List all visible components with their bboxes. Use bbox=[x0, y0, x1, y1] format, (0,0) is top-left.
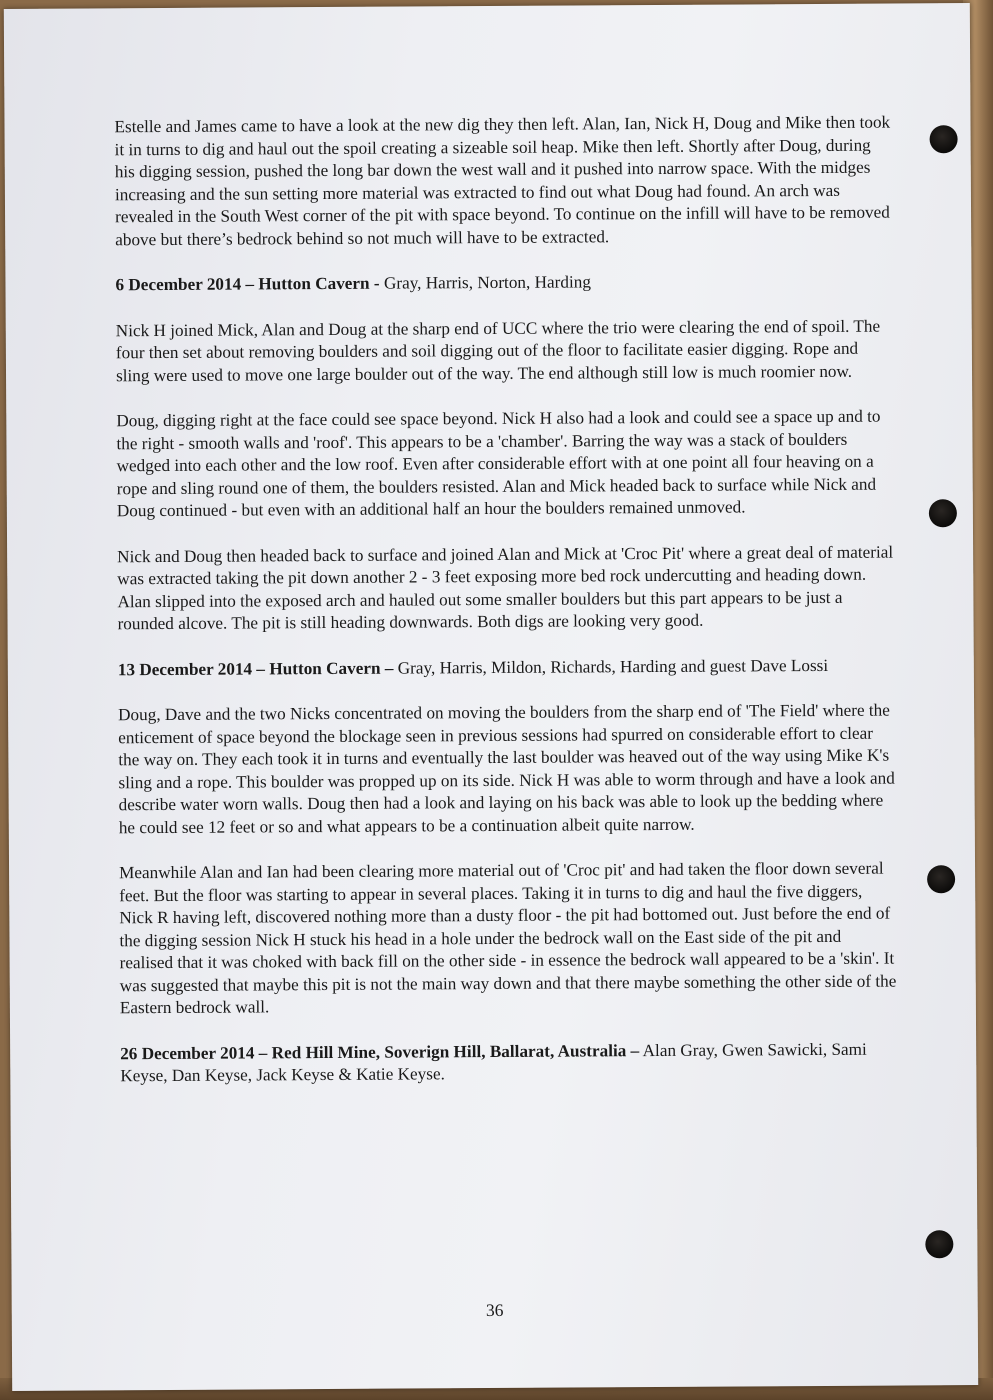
entry-attendees: Gray, Harris, Mildon, Richards, Harding and guest Dave Lossi bbox=[393, 655, 829, 678]
entry-heading-2 bbox=[118, 654, 896, 681]
entry-heading-3 bbox=[120, 1038, 898, 1088]
document-page bbox=[4, 3, 978, 1391]
entry-paragraph: Doug, Dave and the two Nicks concentrated on moving the boulders from the sharp end of 'The Field' where the enticement of space beyond the blockage seen in previous sessions had spurred on considerable effort to clear the way on. They each took it in turns and eventually the last boulder was heaved out of the way using Mike K's sling and a rope. This boulder was propped up on its side. Nick H was able to worm through and have a look and describe water worn walls. Doug then had a look and laying on his back was able to look up the bedding where he could see 12 feet or so and what appears to be a continuation albeit quite narrow. bbox=[118, 700, 895, 837]
entry-date-location: 26 December 2014 – Red Hill Mine, Soverign Hill, Ballarat, Australia – bbox=[120, 1040, 640, 1063]
entry-paragraph: Meanwhile Alan and Ian had been clearing more material out of 'Croc pit' and had taken the floor down several feet. But the floor was starting to appear in several places. Taking it in turns to dig and haul the five diggers, Nick R having left, discovered nothing more than a dusty floor - the pit had bottomed out. Just before the end of the digging session Nick H stuck his head in a hole under the bedrock wall on the East side of the pit and realised that it was choked with back fill on the other side - in essence the bedrock wall appeared to be a 'skin'. It was suggested that maybe this pit is not the main way down and that there maybe something the other side of the Eastern bedrock wall. bbox=[119, 858, 897, 1018]
punch-hole-icon bbox=[927, 865, 955, 893]
page-number: 36 bbox=[485, 1299, 504, 1321]
entry-paragraph: Nick H joined Mick, Alan and Doug at the sharp end of UCC where the trio were clearing the end of spoil. The four then set about removing boulders and soil digging out of the floor to facilitate easier digging. Rope and sling were used to move one large boulder out of the way. The end although still low is much roomier now. bbox=[115, 316, 881, 385]
entry-heading-1 bbox=[115, 270, 893, 297]
punch-hole-icon bbox=[925, 1230, 953, 1258]
entry-paragraph: Doug, digging right at the face could see space beyond. Nick H also had a look and could see a space up and to the right - smooth walls and 'roof'. This appears to be a 'chamber'. Barring the way was a stack of boulders wedged into each other and the low roof. Even after considerable effort with at one point all four heaving on a rope and sling round one of them, the boulders resisted. Alan and Mick headed back to surface while Nick and Doug continued - but even with an additional half an hour the boulders remained unmoved. bbox=[116, 406, 881, 521]
entry-date-location: 13 December 2014 – Hutton Cavern – bbox=[117, 658, 394, 679]
entry-date-location: 6 December 2014 – Hutton Cavern - bbox=[115, 273, 380, 295]
punch-hole-icon bbox=[930, 125, 958, 153]
entry-paragraph: Nick and Doug then headed back to surface and joined Alan and Mick at 'Croc Pit' where a great deal of material was extracted taking the pit down another 2 - 3 feet exposing more bed rock undercutting and heading down. Alan slipped into the exposed arch and hauled out some smaller boulders but this part appears to be just a rounded alcove. The pit is still heading downwards. Both digs are looking very good. bbox=[117, 542, 894, 634]
entry-attendees: Gray, Harris, Norton, Harding bbox=[379, 272, 591, 293]
entry-attendees: Alan Gray, Gwen Sawicki, Sami Keyse, Dan Keyse, Jack Keyse & Katie Keyse. bbox=[120, 1039, 867, 1086]
intro-paragraph: Estelle and James came to have a look at the new dig they then left. Alan, Ian, Nick H, Doug and Mike then took it in turns to dig and haul out the spoil creating a sizeable soil heap. Mike then left. Shortly after Doug, during his digging session, pushed the long bar down the west wall and it pushed into narrow space. With the midges increasing and the sun setting more material was extracted to find out what Doug had found. An arch was revealed in the South West corner of the pit with space beyond. To continue on the infill will have to be removed above but there’s bedrock behind so not much will have to be extracted. bbox=[114, 112, 891, 249]
punch-hole-icon bbox=[929, 499, 957, 527]
document-body bbox=[114, 112, 898, 1111]
